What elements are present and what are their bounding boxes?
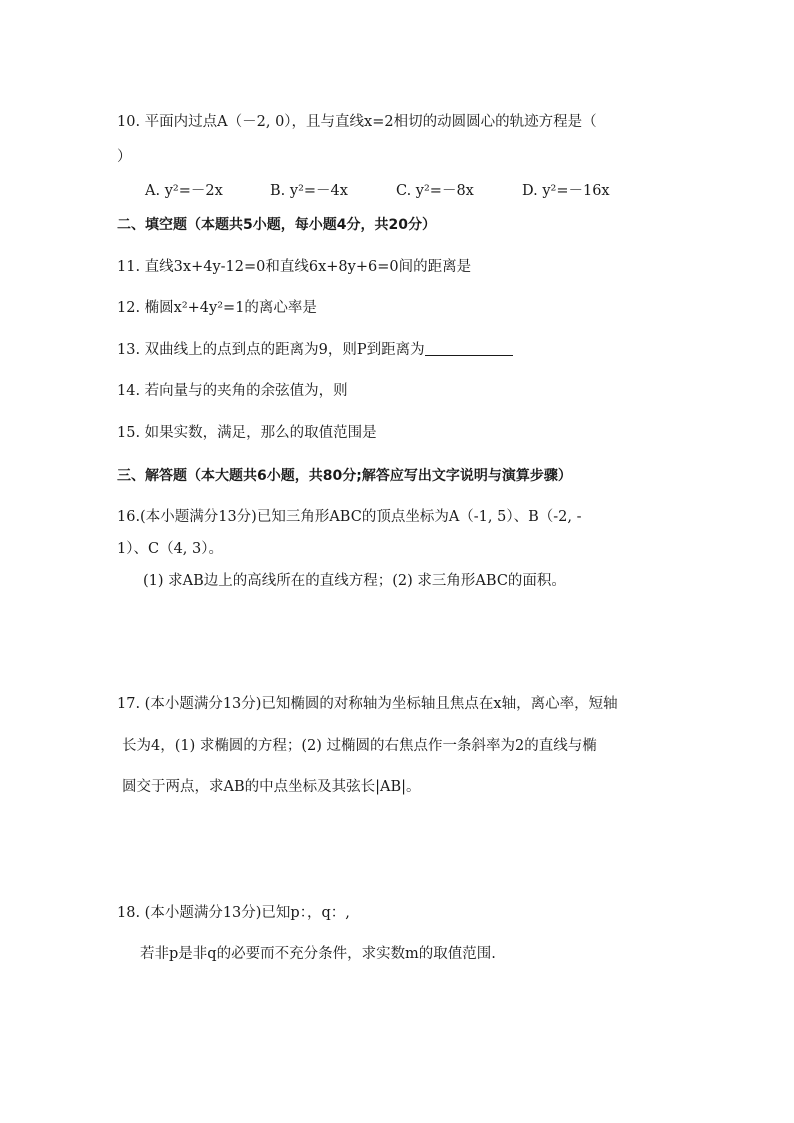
q13 <box>117 340 513 360</box>
q12: 12. 椭圆x²+4y²=1的离心率是 <box>117 300 317 316</box>
q10-option-a: A. y²=－2x <box>145 183 223 199</box>
q13-text: 13. 双曲线上的点到点的距离为9，则P到距离为 <box>117 342 425 358</box>
q16-line2: 1）、C（4, 3）。 <box>117 541 223 557</box>
q11: 11. 直线3x+4y-12=0和直线6x+8y+6=0间的距离是 <box>117 259 472 275</box>
q14: 14. 若向量与的夹角的余弦值为，则 <box>117 383 348 399</box>
q10-line1: 10. 平面内过点A（－2, 0），且与直线x=2相切的动圆圆心的轨迹方程是（ <box>117 114 597 130</box>
q16-line1: 16.(本小题满分13分)已知三角形ABC的顶点坐标为A（-1, 5）、B（-2, - <box>117 509 582 525</box>
q13-answer-blank[interactable] <box>425 341 513 356</box>
section2-heading: 二、填空题（本题共5小题，每小题4分，共20分） <box>117 217 436 233</box>
q17-line2: 长为4，(1) 求椭圆的方程；(2) 过椭圆的右焦点作一条斜率为2的直线与椭 <box>122 738 597 754</box>
q10-option-c: C. y²=－8x <box>396 183 474 199</box>
q10-option-b: B. y²=－4x <box>270 183 348 199</box>
q18-line1: 18. (本小题满分13分)已知p：，q：, <box>117 905 350 921</box>
q15: 15. 如果实数，满足，那么的取值范围是 <box>117 425 377 441</box>
q17-line1: 17. (本小题满分13分)已知椭圆的对称轴为坐标轴且焦点在x轴，离心率，短轴 <box>117 696 618 712</box>
q17-line3: 圆交于两点，求AB的中点坐标及其弦长|AB|。 <box>122 779 421 795</box>
q18-line2: 若非p是非q的必要而不充分条件，求实数m的取值范围. <box>140 946 496 962</box>
section3-heading: 三、解答题（本大题共6小题，共80分;解答应写出文字说明与演算步骤） <box>117 468 572 484</box>
q10-line2: ） <box>117 149 132 165</box>
q16-line3: (1) 求AB边上的高线所在的直线方程；(2) 求三角形ABC的面积。 <box>143 573 566 589</box>
q10-option-d: D. y²=－16x <box>522 183 610 199</box>
